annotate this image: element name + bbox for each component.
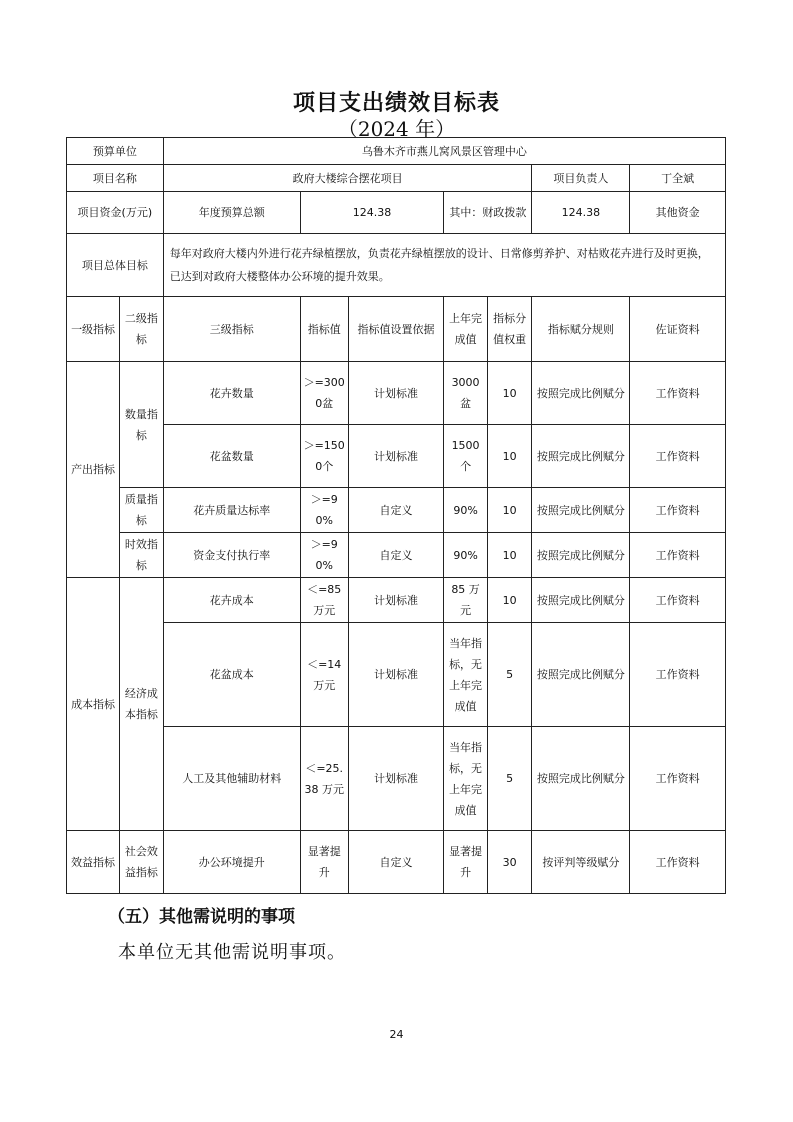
indicator-rule: 按照完成比例赋分 bbox=[532, 362, 630, 425]
fund-label: 项目资金(万元) bbox=[67, 192, 164, 234]
indicator-last-year: 当年指标，无上年完成值 bbox=[444, 623, 488, 727]
project-label: 项目名称 bbox=[67, 165, 164, 192]
indicator-basis: 计划标准 bbox=[348, 425, 444, 488]
indicator-evidence: 工作资料 bbox=[630, 831, 726, 894]
indicator-weight: 10 bbox=[487, 425, 532, 488]
group-economic-cost: 经济成本指标 bbox=[120, 578, 164, 831]
page-number: 24 bbox=[389, 1028, 404, 1041]
page-subtitle: （2024 年） bbox=[337, 117, 456, 141]
group-quality: 质量指标 bbox=[120, 488, 164, 533]
indicator-value: ＞=90% bbox=[300, 533, 348, 578]
indicator-value: ＜=14万元 bbox=[300, 623, 348, 727]
annual-budget-value: 124.38 bbox=[300, 192, 443, 234]
indicator-weight: 10 bbox=[487, 578, 532, 623]
indicator-name: 花卉数量 bbox=[163, 362, 300, 425]
indicator-weight: 10 bbox=[487, 533, 532, 578]
table-row bbox=[67, 362, 726, 425]
indicator-rule: 按照完成比例赋分 bbox=[532, 488, 630, 533]
header-weight: 指标分值权重 bbox=[487, 297, 532, 362]
indicator-weight: 30 bbox=[487, 831, 532, 894]
indicator-last-year: 90% bbox=[444, 533, 488, 578]
header-level3: 三级指标 bbox=[163, 297, 300, 362]
indicator-name: 人工及其他辅助材料 bbox=[163, 727, 300, 831]
table-row bbox=[67, 488, 726, 533]
header-rule: 指标赋分规则 bbox=[532, 297, 630, 362]
indicator-rule: 按照完成比例赋分 bbox=[532, 623, 630, 727]
other-matters-text: 本单位无其他需说明事项。 bbox=[118, 942, 346, 963]
indicator-weight: 10 bbox=[487, 488, 532, 533]
indicator-rule: 按照完成比例赋分 bbox=[532, 533, 630, 578]
indicator-value: ＞=90% bbox=[300, 488, 348, 533]
project-value: 政府大楼综合摆花项目 bbox=[163, 165, 532, 192]
indicator-rule: 按评判等级赋分 bbox=[532, 831, 630, 894]
leader-value: 丁全斌 bbox=[630, 165, 726, 192]
indicator-last-year: 3000盆 bbox=[444, 362, 488, 425]
goal-value: 每年对政府大楼内外进行花卉绿植摆放，负责花卉绿植摆放的设计、日常修剪养护、对枯败花卉进行及时更换，已达到对政府大楼整体办公环境的提升效果。 bbox=[163, 234, 725, 297]
indicator-name: 花卉质量达标率 bbox=[163, 488, 300, 533]
indicator-evidence: 工作资料 bbox=[630, 488, 726, 533]
indicator-evidence: 工作资料 bbox=[630, 533, 726, 578]
performance-target-table bbox=[66, 137, 726, 894]
indicator-weight: 5 bbox=[487, 727, 532, 831]
indicator-evidence: 工作资料 bbox=[630, 623, 726, 727]
indicator-basis: 自定义 bbox=[348, 831, 444, 894]
header-basis: 指标值设置依据 bbox=[348, 297, 444, 362]
indicator-basis: 自定义 bbox=[348, 533, 444, 578]
indicator-last-year: 显著提升 bbox=[444, 831, 488, 894]
indicator-value: ＜=85万元 bbox=[300, 578, 348, 623]
indicator-evidence: 工作资料 bbox=[630, 578, 726, 623]
indicator-last-year: 90% bbox=[444, 488, 488, 533]
indicator-name: 资金支付执行率 bbox=[163, 533, 300, 578]
other-funds-label: 其他资金 bbox=[630, 192, 726, 234]
indicator-basis: 计划标准 bbox=[348, 578, 444, 623]
table-row bbox=[67, 623, 726, 727]
table-row bbox=[67, 578, 726, 623]
table-row bbox=[67, 533, 726, 578]
indicator-last-year: 当年指标，无上年完成值 bbox=[444, 727, 488, 831]
table-row bbox=[67, 831, 726, 894]
table-row bbox=[67, 727, 726, 831]
annual-budget-label: 年度预算总额 bbox=[163, 192, 300, 234]
indicator-evidence: 工作资料 bbox=[630, 425, 726, 488]
indicator-weight: 10 bbox=[487, 362, 532, 425]
header-last-year: 上年完成值 bbox=[444, 297, 488, 362]
group-quantity: 数量指标 bbox=[120, 362, 164, 488]
indicator-rule: 按照完成比例赋分 bbox=[532, 425, 630, 488]
indicator-last-year: 1500个 bbox=[444, 425, 488, 488]
indicator-weight: 5 bbox=[487, 623, 532, 727]
indicator-rule: 按照完成比例赋分 bbox=[532, 578, 630, 623]
indicator-last-year: 85 万元 bbox=[444, 578, 488, 623]
indicator-evidence: 工作资料 bbox=[630, 727, 726, 831]
goal-label: 项目总体目标 bbox=[67, 234, 164, 297]
fiscal-label: 其中：财政拨款 bbox=[444, 192, 532, 234]
group-social-benefit: 社会效益指标 bbox=[120, 831, 164, 894]
header-value: 指标值 bbox=[300, 297, 348, 362]
group-timeliness: 时效指标 bbox=[120, 533, 164, 578]
indicator-basis: 计划标准 bbox=[348, 727, 444, 831]
leader-label: 项目负责人 bbox=[532, 165, 630, 192]
indicator-value: 显著提升 bbox=[300, 831, 348, 894]
indicator-basis: 计划标准 bbox=[348, 623, 444, 727]
indicator-name: 花盆数量 bbox=[163, 425, 300, 488]
header-level2: 二级指标 bbox=[120, 297, 164, 362]
indicator-basis: 计划标准 bbox=[348, 362, 444, 425]
header-level1: 一级指标 bbox=[67, 297, 120, 362]
group-benefit: 效益指标 bbox=[67, 831, 120, 894]
indicator-name: 花盆成本 bbox=[163, 623, 300, 727]
unit-label: 预算单位 bbox=[67, 138, 164, 165]
group-cost: 成本指标 bbox=[67, 578, 120, 831]
indicator-value: ＞=1500个 bbox=[300, 425, 348, 488]
indicator-basis: 自定义 bbox=[348, 488, 444, 533]
indicator-rule: 按照完成比例赋分 bbox=[532, 727, 630, 831]
indicator-value: ＜=25.38 万元 bbox=[300, 727, 348, 831]
indicator-evidence: 工作资料 bbox=[630, 362, 726, 425]
unit-value: 乌鲁木齐市燕儿窝风景区管理中心 bbox=[163, 138, 725, 165]
fiscal-value: 124.38 bbox=[532, 192, 630, 234]
indicator-name: 办公环境提升 bbox=[163, 831, 300, 894]
table-row bbox=[67, 425, 726, 488]
other-matters-heading: （五）其他需说明的事项 bbox=[108, 907, 295, 927]
indicator-name: 花卉成本 bbox=[163, 578, 300, 623]
indicator-value: ＞=3000盆 bbox=[300, 362, 348, 425]
group-output: 产出指标 bbox=[67, 362, 120, 578]
page-title: 项目支出绩效目标表 bbox=[292, 90, 500, 116]
header-evidence: 佐证资料 bbox=[630, 297, 726, 362]
